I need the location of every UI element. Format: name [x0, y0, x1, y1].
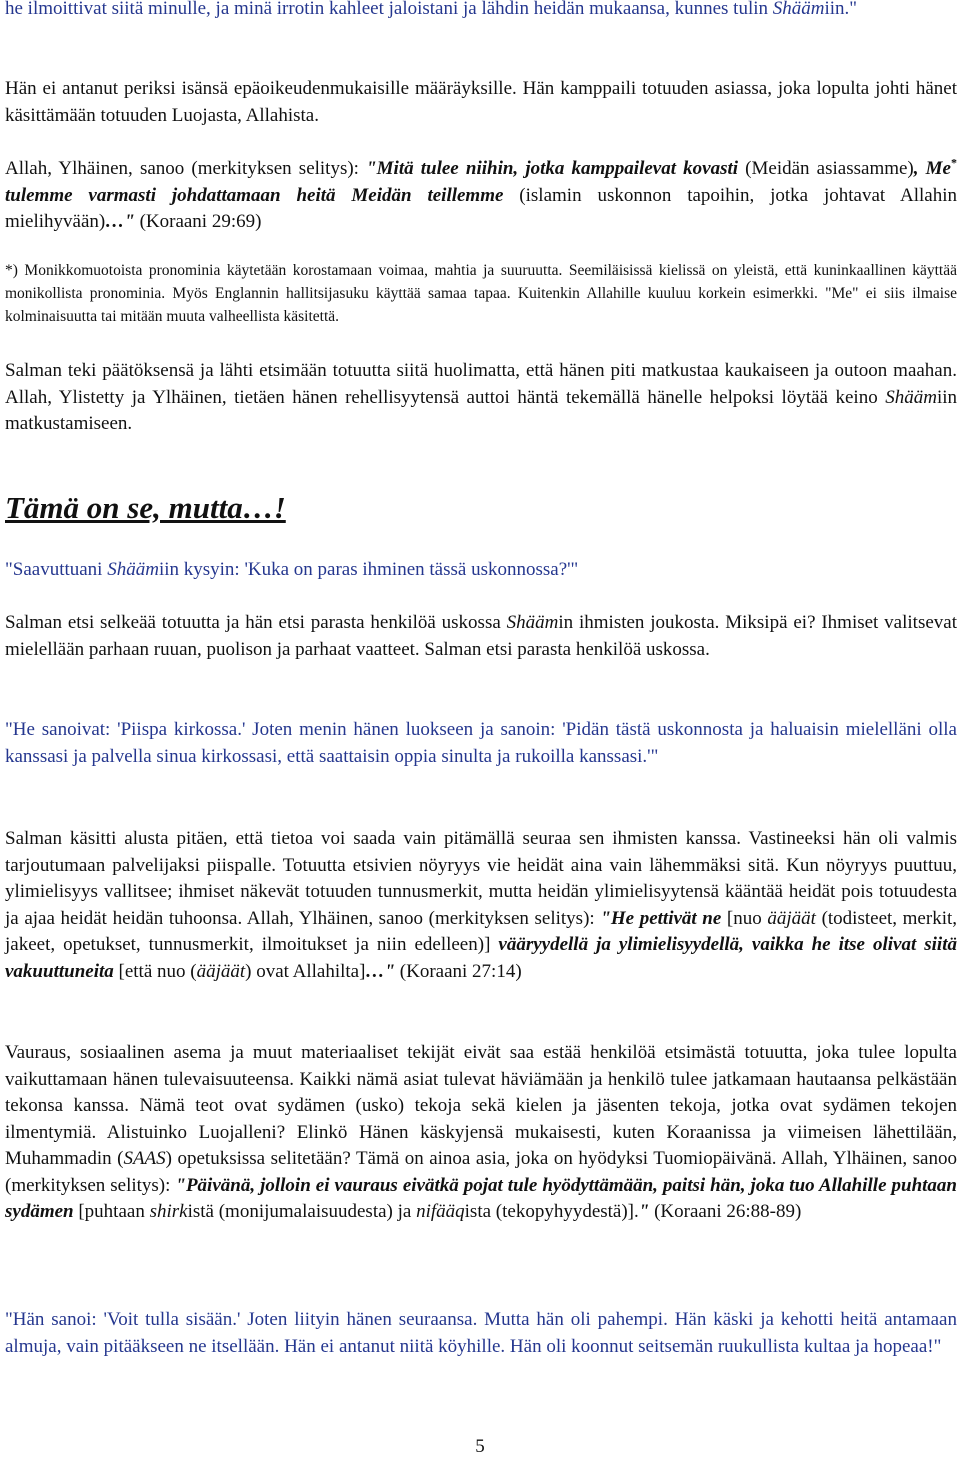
verse-text: "He pettivät ne [600, 907, 722, 929]
term: nifääq [416, 1201, 465, 1222]
verse-text: "Mitä tulee niihin, jotka kamppailevat kovasti [366, 158, 739, 179]
text: ) ovat Allahilta] [245, 960, 366, 982]
quote: "Hän sanoi: 'Voit tulla sisään.' Joten liityin hänen seuraansa. Mutta hän oli pahempi. Hän käski ja kehotti heitä antamaan almuja, vain pitääkseen ne itsellään. Hän ei antanut niitä köyhille. Hän oli koonnut seitsemän ruukullista kultaa ja hopeaa!" [5, 1309, 957, 1357]
text: ) opetuksissa selitetään? Tämä on ainoa asia, joka on hyödyksi Tuomiopäivänä. Allah, Ylhäinen, sanoo (merkityksen selitys): [5, 1148, 957, 1196]
verse-text: "Päivänä, jolloin ei vauraus eivätkä pojat tule hyödyttämään, paitsi hän, joka tuo Allahille puhtaan sydämen [5, 1174, 957, 1222]
verse-text: …" [365, 960, 396, 982]
text: [puhtaan [73, 1201, 150, 1222]
text: iin matkustamiseen. [5, 386, 957, 434]
text: istä (monijumalaisuudesta) ja [187, 1201, 417, 1222]
quote-text: iin." [824, 0, 858, 19]
text: in ihmisten joukosta. Miksipä ei? Ihmiset valitsevat mielellään parhaan ruuan, puolison ja parhaat vaatteet. Salman etsi parasta henkilöä uskossa. [5, 612, 957, 660]
footnote: *) Monikkomuotoista pronominia käytetään korostamaan voimaa, mahtia ja suuruutta. Seemiläisissä kielissä on yleistä, että kuninkaallinen käyttää monikollista pronominia. Myös Englannin hallitsijasuku käyttää samaa tapaa. Kuitenkin Allahille kuuluu korkein esimerkki. "Me" ei siis ilmaise kolminaisuutta tai mitään muuta valheellista käsitettä. [5, 262, 957, 325]
text: Salman käsitti alusta pitäen, että tietoa voi saada vain pitämällä seuraa sen ihmisten kanssa. Vastineeksi hän oli valmis tarjoutumaan palvelijaksi piispalle. Totuutta etsivien nöyryys vie heidät aina vain lähemmäksi sitä. Kun nöyryys puuttuu, ylimielisyys vallitsee; ihmiset näkevät totuuden tunnusmerkit, mutta heidän ylimielisyytensä kääntää heidät pois totuudesta ja ajaa heidät heidän tuhoonsa. Allah, Ylhäinen, sanoo (merkityksen selitys): [5, 828, 957, 929]
abbreviation: SAAS [123, 1148, 166, 1169]
paragraph-quran-27-14 [5, 826, 957, 985]
page-number: 5 [475, 1436, 485, 1457]
paragraph-body: Hän ei antanut periksi isänsä epäoikeudenmukaisille määräyksille. Hän kamppaili totuuden asiassa, joka lopulta johti hänet käsittämään totuuden Luojasta, Allahista. [5, 78, 957, 126]
quote-text: he ilmoittivat siitä minulle, ja minä irrotin kahleet jaloistani ja lähdin heidän mukaansa, kunnes tulin [5, 0, 773, 19]
quote-text: iin kysyin: 'Kuka on paras ihminen tässä uskonnossa?'" [158, 559, 579, 580]
text: [nuo [721, 907, 768, 929]
term: ääjäät [767, 907, 816, 929]
place-name: Shääm [506, 612, 559, 633]
place-name: Shääm [772, 0, 825, 19]
text: (islamin uskonnon tapoihin, jotka johtavat Allahin mielihyvään) [5, 184, 957, 232]
section-heading: Tämä on se, mutta…! [5, 490, 286, 525]
paragraph-body [5, 610, 957, 663]
verse-text: vääryydellä ja ylimielisyydellä, vaikka he itse olivat siitä vakuuttuneita [5, 934, 957, 982]
verse-text: , Me [913, 158, 951, 179]
term: ääjäät [196, 960, 246, 982]
text: Salman teki päätöksensä ja lähti etsimään totuutta siitä huolimatta, että hänen piti matkustaa kaukaiseen ja outoon maahan. Allah, Ylistetty ja Ylhäinen, tietäen hänen rehellisyytensä auttoi häntä tekemällä hänelle helpoksi löytää keino [5, 360, 957, 408]
term: shirk [149, 1201, 188, 1222]
quote-text: "Saavuttuani [5, 559, 108, 580]
text: [että nuo ( [113, 960, 197, 982]
place-name: Shääm [107, 559, 159, 580]
citation: (Koraani 27:14) [395, 960, 522, 982]
paragraph-continuation [5, 0, 957, 23]
paragraph-body [5, 358, 957, 438]
citation: (Koraani 29:69) [134, 211, 262, 232]
verse-text: " [638, 1201, 650, 1222]
paragraph-quran-26-88 [5, 1040, 957, 1226]
paragraph-quran-29-69 [5, 156, 957, 236]
text: Vauraus, sosiaalinen asema ja muut materiaaliset tekijät eivät saa estää henkilöä etsimästä totuutta, joka tulee lopulta vaikuttamaan hänen tulevaisuuteensa. Kaikki nämä asiat tulevat häviämään ja henkilö tulee jatkamaan hautaansa pelkästään tekonsa kanssa. Nämä teot ovat sydämen (usko) tekoja sekä kielen ja jäsenten tekoja, jotka ovat sydämen tekojen ilmentymiä. Alistuinko Luojalleni? Elinkö Hänen käskyjensä mukaisesti, kuten Koraanissa ja viimeisen lähettilään, Muhammadin ( [5, 1042, 957, 1169]
text: ista (tekopyhyydestä)]. [464, 1201, 639, 1222]
verse-text: tulemme varmasti johdattamaan heitä Meidän teillemme [5, 184, 504, 206]
footnote-marker: * [951, 155, 957, 170]
citation: (Koraani 26:88-89) [649, 1201, 802, 1222]
text: Allah, Ylhäinen, sanoo (merkityksen selitys): [5, 158, 367, 179]
text: (todisteet, merkit, jakeet, opetukset, tunnusmerkit, ilmoitukset ja niin edelleen)] [5, 907, 958, 955]
quote: "He sanoivat: 'Piispa kirkossa.' Joten menin hänen luokseen ja sanoin: 'Pidän tästä uskonnosta ja haluaisin mielelläni olla kanssasi ja palvella sinua kirkossasi, että saattaisin oppia sinulta ja rukoilla kanssasi.'" [5, 719, 957, 767]
place-name: Shääm [885, 386, 937, 408]
verse-text: …" [105, 211, 135, 232]
quote [5, 557, 957, 584]
text: (Meidän asiassamme) [738, 158, 914, 179]
text: Salman etsi selkeää totuutta ja hän etsi parasta henkilöä uskossa [5, 612, 507, 633]
